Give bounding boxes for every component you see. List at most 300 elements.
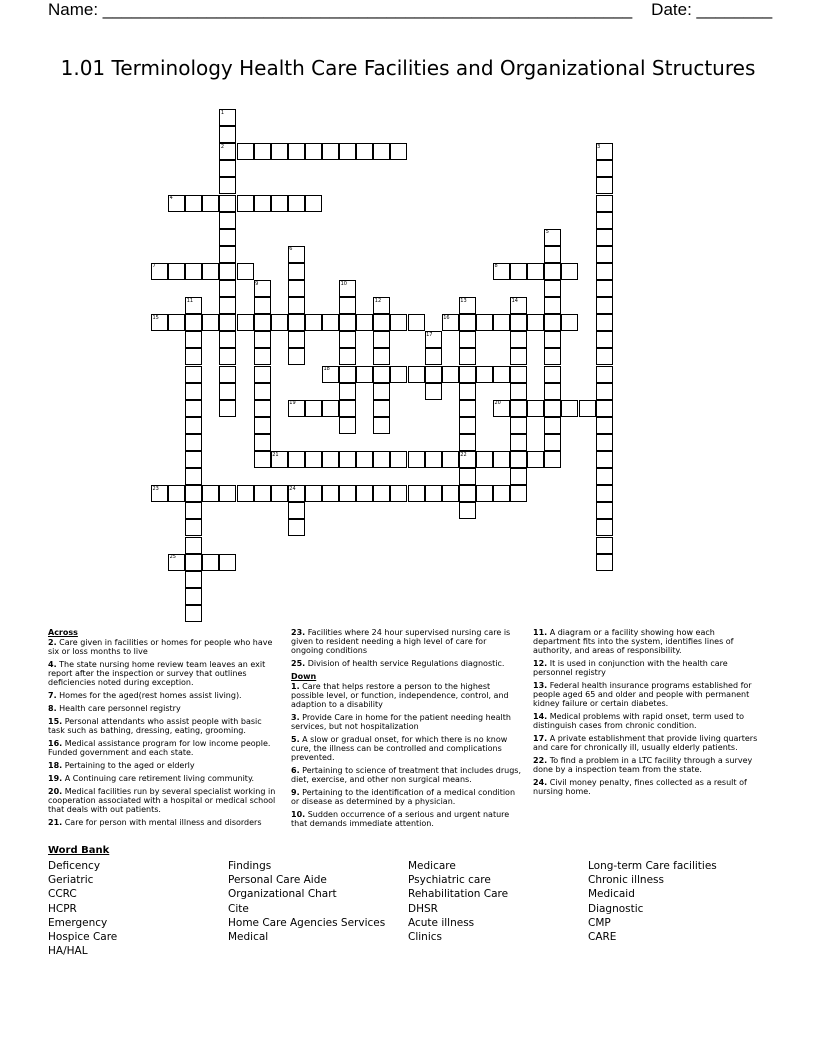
- word-bank-item: Medicaid: [588, 888, 635, 901]
- crossword-cell[interactable]: [185, 502, 202, 519]
- clue-item: [533, 712, 763, 730]
- crossword-cell[interactable]: [510, 417, 527, 434]
- down-clue-list-continued: [533, 628, 763, 796]
- crossword-cell[interactable]: [185, 263, 202, 280]
- clue-text: Medical problems with rapid onset, term used to distinguish cases from chronic condition.: [533, 712, 744, 730]
- word-bank-item: Acute illness: [408, 916, 475, 929]
- crossword-cell[interactable]: [596, 451, 613, 468]
- crossword-cell[interactable]: [254, 297, 271, 314]
- crossword-cell[interactable]: [459, 417, 476, 434]
- crossword-cell[interactable]: [596, 314, 613, 331]
- clue-number: 12.: [533, 659, 548, 668]
- crossword-cell[interactable]: [305, 400, 322, 417]
- clue-number-label: 6: [289, 246, 293, 253]
- crossword-cell[interactable]: [596, 485, 613, 502]
- clue-number-label: 10: [340, 280, 347, 287]
- crossword-cell[interactable]: [339, 366, 356, 383]
- crossword-cell[interactable]: [254, 348, 271, 365]
- crossword-cell[interactable]: [476, 485, 493, 502]
- crossword-cell[interactable]: [339, 417, 356, 434]
- crossword-cell[interactable]: [544, 280, 561, 297]
- crossword-cell[interactable]: [544, 331, 561, 348]
- crossword-cell[interactable]: [185, 537, 202, 554]
- crossword-cell[interactable]: [219, 554, 236, 571]
- crossword-cell[interactable]: [288, 331, 305, 348]
- crossword-cell[interactable]: [254, 451, 271, 468]
- crossword-cell[interactable]: [459, 366, 476, 383]
- crossword-cell[interactable]: [408, 366, 425, 383]
- crossword-cell[interactable]: [373, 366, 390, 383]
- clue-number: 2.: [48, 638, 57, 647]
- crossword-cell[interactable]: [356, 485, 373, 502]
- crossword-cell[interactable]: [288, 314, 305, 331]
- crossword-cell[interactable]: [544, 297, 561, 314]
- crossword-cell[interactable]: [271, 195, 288, 212]
- clue-number: 21.: [48, 818, 63, 827]
- crossword-cell[interactable]: [544, 246, 561, 263]
- crossword-cell[interactable]: [237, 314, 254, 331]
- clue-number: 5.: [291, 735, 300, 744]
- crossword-cell[interactable]: [596, 212, 613, 229]
- crossword-cell[interactable]: [219, 400, 236, 417]
- crossword-cell[interactable]: [510, 451, 527, 468]
- clue-number: 10.: [291, 810, 306, 819]
- clue-item: [291, 735, 521, 762]
- crossword-cell[interactable]: [185, 400, 202, 417]
- crossword-cell[interactable]: [527, 451, 544, 468]
- name-label: Name: ________________________________________________________: [48, 0, 633, 19]
- word-bank-item: Emergency: [48, 916, 108, 929]
- crossword-cell[interactable]: [390, 451, 407, 468]
- crossword-cell[interactable]: [288, 451, 305, 468]
- crossword-cell[interactable]: [596, 229, 613, 246]
- crossword-cell[interactable]: [168, 314, 185, 331]
- word-bank-item: Home Care Agencies Services: [228, 916, 386, 929]
- crossword-cell[interactable]: [219, 348, 236, 365]
- crossword-cell[interactable]: [356, 451, 373, 468]
- clue-text: Care that helps restore a person to the highest possible level, or function, independence, control, and adaption to a disability: [291, 682, 509, 709]
- clues-column-3: [533, 628, 763, 800]
- clue-item: [48, 660, 278, 687]
- crossword-cell[interactable]: [185, 519, 202, 536]
- crossword-cell[interactable]: [219, 297, 236, 314]
- crossword-cell[interactable]: [390, 143, 407, 160]
- clue-item: [48, 691, 278, 700]
- crossword-cell[interactable]: [288, 502, 305, 519]
- crossword-cell[interactable]: [288, 519, 305, 536]
- crossword-cell[interactable]: [510, 314, 527, 331]
- crossword-cell[interactable]: [185, 314, 202, 331]
- clue-number-label: 1: [220, 109, 225, 116]
- crossword-cell[interactable]: [168, 263, 185, 280]
- crossword-cell[interactable]: [390, 485, 407, 502]
- crossword-cell[interactable]: [219, 263, 236, 280]
- clue-item: [48, 761, 278, 770]
- crossword-cell[interactable]: [544, 451, 561, 468]
- across-heading: Across: [48, 628, 78, 637]
- crossword-cell[interactable]: [459, 383, 476, 400]
- crossword-cell[interactable]: [510, 263, 527, 280]
- crossword-cell[interactable]: [322, 451, 339, 468]
- clue-text: Medical assistance program for low income people. Funded government and each state.: [48, 739, 271, 757]
- crossword-cell[interactable]: [185, 383, 202, 400]
- crossword-cell[interactable]: [544, 263, 561, 280]
- crossword-cell[interactable]: [322, 143, 339, 160]
- clue-number-label: 9: [255, 280, 259, 287]
- crossword-cell[interactable]: [459, 468, 476, 485]
- crossword-cell[interactable]: [219, 331, 236, 348]
- crossword-cell[interactable]: [322, 314, 339, 331]
- crossword-cell[interactable]: [356, 314, 373, 331]
- crossword-cell[interactable]: [373, 348, 390, 365]
- clue-text: It is used in conjunction with the health care personnel registry: [533, 659, 728, 677]
- word-bank-item: Deficency: [48, 860, 101, 872]
- word-bank-item: Hospice Care: [48, 931, 118, 944]
- crossword-cell[interactable]: [185, 554, 202, 571]
- clue-number: 18.: [48, 761, 63, 770]
- crossword-cell[interactable]: [356, 143, 373, 160]
- clue-number-label: 4: [169, 195, 173, 201]
- down-clue-list: [291, 682, 521, 828]
- crossword-cell[interactable]: [219, 177, 236, 194]
- clue-number: 20.: [48, 787, 63, 796]
- clue-number-label: 21: [272, 451, 279, 458]
- crossword-cell[interactable]: [459, 434, 476, 451]
- clue-item: [533, 734, 763, 752]
- crossword-cell[interactable]: [544, 434, 561, 451]
- crossword-cell[interactable]: [219, 195, 236, 212]
- crossword-cell[interactable]: [476, 314, 493, 331]
- crossword-cell[interactable]: [493, 451, 510, 468]
- crossword-cell[interactable]: [339, 400, 356, 417]
- crossword-cell[interactable]: [219, 280, 236, 297]
- crossword-cell[interactable]: [288, 195, 305, 212]
- word-bank-item: Medicare: [408, 860, 456, 872]
- crossword-cell[interactable]: [425, 485, 442, 502]
- crossword-cell[interactable]: [408, 451, 425, 468]
- crossword-cell[interactable]: [596, 195, 613, 212]
- crossword-cell[interactable]: [596, 366, 613, 383]
- crossword-cell[interactable]: [596, 519, 613, 536]
- clue-text: Facilities where 24 hour supervised nursing care is given to resident needing a high level of care for ongoing conditions: [291, 628, 511, 655]
- crossword-cell[interactable]: [185, 434, 202, 451]
- crossword-cell[interactable]: [596, 537, 613, 554]
- crossword-cell[interactable]: [219, 246, 236, 263]
- crossword-cell[interactable]: [288, 263, 305, 280]
- crossword-cell[interactable]: [390, 366, 407, 383]
- crossword-cell[interactable]: [168, 485, 185, 502]
- crossword-cell[interactable]: [544, 417, 561, 434]
- crossword-cell[interactable]: [459, 502, 476, 519]
- crossword-cell[interactable]: [596, 177, 613, 194]
- crossword-cell[interactable]: [185, 571, 202, 588]
- clue-text: Personal attendants who assist people with basic task such as bathing, dressing, eating, grooming.: [48, 717, 262, 735]
- crossword-cell[interactable]: [185, 417, 202, 434]
- word-bank-column-4: [588, 859, 717, 944]
- crossword-cell[interactable]: [219, 126, 236, 143]
- crossword-cell[interactable]: [544, 348, 561, 365]
- clue-item: [48, 787, 278, 814]
- clue-number-label: 24: [289, 485, 296, 492]
- crossword-cell[interactable]: [425, 383, 442, 400]
- crossword-cell[interactable]: [596, 434, 613, 451]
- crossword-cell[interactable]: [527, 263, 544, 280]
- word-bank-item: Rehabilitation Care: [408, 888, 509, 901]
- crossword-cell[interactable]: [510, 400, 527, 417]
- crossword-cell[interactable]: [271, 143, 288, 160]
- clue-number: 16.: [48, 739, 63, 748]
- crossword-cell[interactable]: [596, 348, 613, 365]
- crossword-cell[interactable]: [561, 400, 578, 417]
- crossword-cell[interactable]: [254, 383, 271, 400]
- crossword-cell[interactable]: [442, 451, 459, 468]
- clue-number-label: 2: [220, 143, 225, 150]
- crossword-cell[interactable]: [202, 195, 219, 212]
- clue-item: [291, 766, 521, 784]
- clue-text: Provide Care in home for the patient needing health services, but not hospitalization: [291, 713, 511, 731]
- crossword-cell[interactable]: [185, 485, 202, 502]
- crossword-cell[interactable]: [219, 383, 236, 400]
- crossword-cell[interactable]: [322, 400, 339, 417]
- crossword-cell[interactable]: [373, 314, 390, 331]
- clue-number-label: 20: [494, 400, 501, 407]
- crossword-cell[interactable]: [527, 400, 544, 417]
- crossword-cell[interactable]: [237, 485, 254, 502]
- crossword-cell[interactable]: [237, 143, 254, 160]
- crossword-cell[interactable]: [219, 485, 236, 502]
- crossword-cell[interactable]: [459, 485, 476, 502]
- crossword-cell[interactable]: [305, 195, 322, 212]
- crossword-cell[interactable]: [510, 366, 527, 383]
- crossword-cell[interactable]: [339, 331, 356, 348]
- clue-item: [48, 818, 278, 827]
- crossword-cell[interactable]: [527, 314, 544, 331]
- crossword-cell[interactable]: [493, 314, 510, 331]
- crossword-cell[interactable]: [254, 417, 271, 434]
- crossword-cell[interactable]: [202, 263, 219, 280]
- clue-text: Pertaining to the identification of a medical condition or disease as determined by a physician.: [291, 788, 516, 806]
- crossword-cell[interactable]: [271, 314, 288, 331]
- clue-number: 23.: [291, 628, 306, 637]
- clue-text: Homes for the aged(rest homes assist living).: [56, 691, 242, 700]
- crossword-cell[interactable]: [254, 366, 271, 383]
- word-bank-item: Geriatric: [48, 874, 94, 887]
- word-bank-item: Chronic illness: [588, 874, 664, 887]
- crossword-cell[interactable]: [561, 314, 578, 331]
- crossword-cell[interactable]: [339, 297, 356, 314]
- clue-number-label: 14: [511, 297, 518, 304]
- crossword-cell[interactable]: [596, 383, 613, 400]
- crossword-cell[interactable]: [459, 314, 476, 331]
- crossword-cell[interactable]: [442, 485, 459, 502]
- crossword-cell[interactable]: [596, 297, 613, 314]
- clue-number-label: 19: [289, 400, 296, 407]
- clue-text: Health care personnel registry: [56, 704, 181, 713]
- crossword-cell[interactable]: [459, 348, 476, 365]
- crossword-cell[interactable]: [219, 212, 236, 229]
- clue-item: [48, 638, 278, 656]
- crossword-cell[interactable]: [579, 400, 596, 417]
- word-bank-item: Findings: [228, 860, 272, 872]
- crossword-cell[interactable]: [219, 160, 236, 177]
- clue-text: A diagram or a facility showing how each department fits into the system, identifies lines of authority, and areas of responsibility.: [533, 628, 734, 655]
- clue-number: 24.: [533, 778, 548, 787]
- crossword-cell[interactable]: [237, 195, 254, 212]
- crossword-cell[interactable]: [185, 451, 202, 468]
- crossword-cell[interactable]: [254, 314, 271, 331]
- crossword-cell[interactable]: [373, 417, 390, 434]
- clue-item: [533, 628, 763, 655]
- clue-number: 22.: [533, 756, 548, 765]
- crossword-cell[interactable]: [596, 502, 613, 519]
- crossword-cell[interactable]: [288, 348, 305, 365]
- crossword-cell[interactable]: [339, 383, 356, 400]
- clues-column-1: [48, 628, 278, 831]
- clue-number: 19.: [48, 774, 63, 783]
- crossword-cell[interactable]: [254, 331, 271, 348]
- clue-number-label: 12: [374, 297, 382, 304]
- crossword-cell[interactable]: [425, 451, 442, 468]
- crossword-cell[interactable]: [596, 331, 613, 348]
- word-bank-item: Long-term Care facilities: [588, 860, 717, 872]
- crossword-cell[interactable]: [356, 366, 373, 383]
- crossword-cell[interactable]: [305, 485, 322, 502]
- crossword-cell[interactable]: [510, 434, 527, 451]
- clue-number-label: 15: [152, 314, 159, 321]
- crossword-cell[interactable]: [288, 297, 305, 314]
- crossword-cell[interactable]: [596, 280, 613, 297]
- clue-number-label: 23: [152, 485, 159, 492]
- crossword-cell[interactable]: [510, 331, 527, 348]
- clue-text: A private establishment that provide living quarters and care for chronically ill, usually elderly patients.: [533, 734, 758, 752]
- crossword-cell[interactable]: [596, 246, 613, 263]
- word-bank-item: DHSR: [408, 902, 438, 915]
- crossword-cell[interactable]: [219, 314, 236, 331]
- crossword-cell[interactable]: [305, 143, 322, 160]
- crossword-cell[interactable]: [510, 348, 527, 365]
- crossword-cell[interactable]: [596, 554, 613, 571]
- word-bank-item: Organizational Chart: [228, 888, 337, 901]
- crossword-cell[interactable]: [254, 400, 271, 417]
- clue-number-label: 3: [597, 143, 601, 150]
- crossword-cell[interactable]: [202, 554, 219, 571]
- crossword-cell[interactable]: [596, 417, 613, 434]
- clue-number-label: 7: [152, 263, 156, 270]
- crossword-cell[interactable]: [185, 605, 202, 622]
- crossword-cell[interactable]: [476, 451, 493, 468]
- clue-item: [48, 717, 278, 735]
- crossword-cell[interactable]: [373, 485, 390, 502]
- clue-text: Division of health service Regulations diagnostic.: [305, 659, 505, 668]
- crossword-cell[interactable]: [596, 160, 613, 177]
- crossword-cell[interactable]: [219, 366, 236, 383]
- clue-number: 4.: [48, 660, 57, 669]
- crossword-cell[interactable]: [339, 314, 356, 331]
- crossword-cell[interactable]: [544, 366, 561, 383]
- crossword-cell[interactable]: [390, 314, 407, 331]
- crossword-cell[interactable]: [202, 485, 219, 502]
- crossword-cell[interactable]: [254, 434, 271, 451]
- crossword-cell[interactable]: [373, 331, 390, 348]
- clue-number: 6.: [291, 766, 300, 775]
- crossword-cell[interactable]: [185, 348, 202, 365]
- crossword-cell[interactable]: [544, 383, 561, 400]
- crossword-cell[interactable]: [493, 485, 510, 502]
- crossword-cell[interactable]: [544, 314, 561, 331]
- crossword-cell[interactable]: [373, 400, 390, 417]
- crossword-cell[interactable]: [185, 331, 202, 348]
- crossword-cell[interactable]: [493, 366, 510, 383]
- crossword-cell[interactable]: [288, 280, 305, 297]
- crossword-cell[interactable]: [596, 263, 613, 280]
- crossword-cell[interactable]: [596, 400, 613, 417]
- clue-number: 3.: [291, 713, 300, 722]
- word-bank-column-2: [228, 859, 385, 944]
- crossword-cell[interactable]: [202, 314, 219, 331]
- clue-text: Care for person with mental illness and disorders: [62, 818, 262, 827]
- crossword-cell[interactable]: [305, 314, 322, 331]
- crossword-cell[interactable]: [237, 263, 254, 280]
- crossword-cell[interactable]: [254, 485, 271, 502]
- crossword-cell[interactable]: [442, 366, 459, 383]
- crossword-cell[interactable]: [596, 468, 613, 485]
- crossword-cell[interactable]: [373, 451, 390, 468]
- crossword-cell[interactable]: [288, 143, 305, 160]
- page-title: 1.01 Terminology Health Care Facilities and Organizational Structures: [60, 56, 756, 80]
- crossword-cell[interactable]: [339, 143, 356, 160]
- crossword-cell[interactable]: [185, 588, 202, 605]
- clue-number-label: 11: [186, 297, 194, 304]
- crossword-cell[interactable]: [271, 485, 288, 502]
- clue-item: [533, 778, 763, 796]
- crossword-cell[interactable]: [322, 485, 339, 502]
- crossword-cell[interactable]: [476, 366, 493, 383]
- clue-number-label: 13: [460, 297, 467, 304]
- crossword-cell[interactable]: [254, 195, 271, 212]
- crossword-cell[interactable]: [339, 485, 356, 502]
- clue-text: Pertaining to the aged or elderly: [62, 761, 195, 770]
- word-bank-item: Cite: [228, 902, 249, 915]
- crossword-cell[interactable]: [185, 366, 202, 383]
- word-bank-item: Personal Care Aide: [228, 874, 327, 887]
- crossword-cell[interactable]: [459, 331, 476, 348]
- down-heading: Down: [291, 672, 317, 681]
- clue-number-label: 25: [169, 554, 176, 561]
- crossword-cell[interactable]: [425, 348, 442, 365]
- crossword-cell[interactable]: [425, 366, 442, 383]
- crossword-cell[interactable]: [339, 348, 356, 365]
- crossword-cell[interactable]: [561, 263, 578, 280]
- crossword-cell[interactable]: [185, 195, 202, 212]
- crossword-cell[interactable]: [185, 468, 202, 485]
- clue-item: [291, 713, 521, 731]
- crossword-cell[interactable]: [459, 400, 476, 417]
- crossword-cell[interactable]: [544, 400, 561, 417]
- crossword-cell[interactable]: [373, 383, 390, 400]
- crossword-cell[interactable]: [510, 383, 527, 400]
- crossword-cell[interactable]: [408, 485, 425, 502]
- crossword-cell[interactable]: [408, 314, 425, 331]
- crossword-cell[interactable]: [339, 451, 356, 468]
- crossword-cell[interactable]: [510, 468, 527, 485]
- clue-item: [48, 739, 278, 757]
- crossword-cell[interactable]: [510, 485, 527, 502]
- crossword-cell[interactable]: [373, 143, 390, 160]
- word-bank-item: CCRC: [48, 888, 77, 901]
- crossword-cell[interactable]: [254, 143, 271, 160]
- crossword-cell[interactable]: [305, 451, 322, 468]
- crossword-cell[interactable]: [219, 229, 236, 246]
